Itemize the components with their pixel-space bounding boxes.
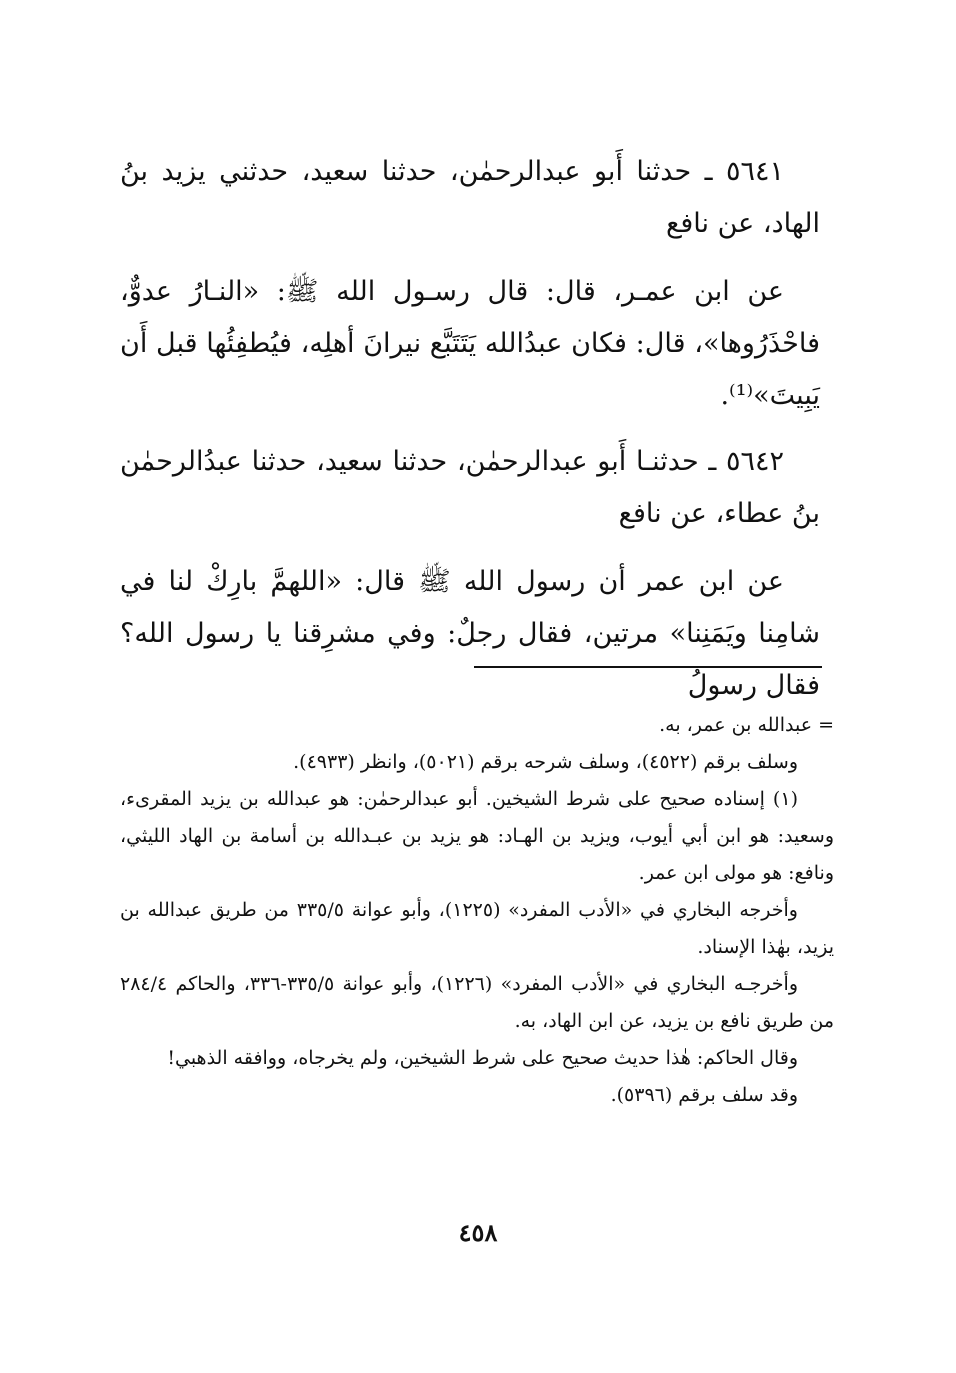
main-text [120,146,820,726]
hadith-5642-isnad: ٥٦٤٢ ـ حدثنـا أَبو عبدالرحمٰن، حدثنا سعيد، حدثنا عبدُالرحمٰن بنُ عطاء، عن نافع [120,446,820,529]
footnote-separator [474,666,822,668]
page-number: ٤٥٨ [458,1218,498,1247]
footnote-continuation: = عبدالله بن عمر، به. [659,714,834,736]
hadith-5641-matn: عن ابن عمـر، قال: قال رسـول الله ﷺ: «النـارُ عدوٌّ، فاحْذَرُوها»، قال: فكان عبدُالله يَتَتَبَّع نيرانَ أهلِه، فيُطفِئُها قبل أَن يَبِيتَ»⁽¹⁾. [120,276,820,411]
hadith-5642-matn: عن ابن عمر أن رسول الله ﷺ قال: «اللهمَّ بارِكْ لنا في شامِنا ويَمَنِنا» مرتين، فقال رجلٌ: وفي مشرِقنا يا رسول الله؟ فقال رسولُ [120,566,820,701]
footnotes [120,707,834,1114]
hadith-5641-isnad: ٥٦٤١ ـ حدثنا أَبو عبدالرحمٰن، حدثنا سعيد، حدثني يزيد بنُ الهاد، عن نافع [120,156,820,239]
footnote-1-hakim-grading: وقال الحاكم: هٰذا حديث صحيح على شرط الشيخين، ولم يخرجاه، ووافقه الذهبي! [167,1047,798,1069]
footnote-cross-reference: وسلف برقم (٤٥٢٢)، وسلف شرحه برقم (٥٠٢١)، وانظر (٤٩٣٣). [293,751,798,773]
footnote-1-bukhari: وأخرجه البخاري في «الأدب المفرد» (١٢٢٥)، وأبو عوانة ٣٣٥/٥ من طريق عبدالله بن يزيد، بهٰذا الإسناد. [120,899,834,958]
footnote-1-bukhari-hakim: وأخرجـه البخاري في «الأدب المفرد» (١٢٢٦)، وأبو عوانة ٣٣٥/٥-٣٣٦، والحاكم ٢٨٤/٤ من طريق نافع بن يزيد، عن ابن الهاد، به. [120,973,834,1032]
footnote-1: (١) إسناده صحيح على شرط الشيخين. أبو عبدالرحمٰن: هو عبدالله بن يزيد المقرىء، وسعيد: هو ابن أبي أيوب، ويزيد بن الهـاد: هو يزيد بن عبـدالله بن أسامة بن الهاد الليثي، ونافع: هو مولى ابن عمر. [120,788,834,884]
footnote-1-previous: وقد سلف برقم (٥٣٩٦). [610,1084,798,1106]
